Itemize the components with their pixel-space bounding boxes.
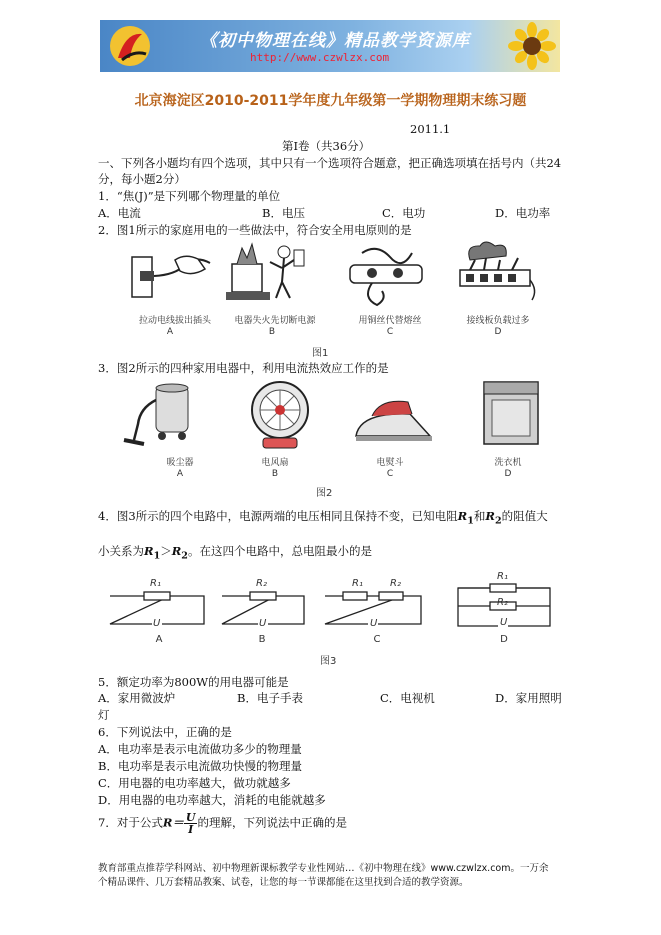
footer-line-2: 个精品课件、几万套精品教案、试卷，让您的每一节课都能在这里找到合适的教学资源。 xyxy=(98,877,469,888)
question-7-stem xyxy=(98,812,347,835)
instructions-line-2: 分，每小题2分） xyxy=(98,172,186,186)
figure-3-label: 图3 xyxy=(320,656,337,667)
circuit-letter-d[interactable]: D xyxy=(500,634,508,645)
figure-1-caption-a: 拉动电线拔出插头 xyxy=(138,316,211,326)
r2-subscript: 2 xyxy=(494,515,502,527)
q7-formula-lhs: R＝ xyxy=(162,815,184,830)
figure-1-letter-d[interactable]: D xyxy=(494,327,502,337)
q1-option-a[interactable]: A．电流 xyxy=(98,206,141,220)
figure-2-image-a xyxy=(120,380,210,452)
r2-symbol: R xyxy=(485,509,495,523)
figure-2-label: 图2 xyxy=(316,488,333,499)
figure-2-image-d xyxy=(478,378,548,450)
q1-option-d[interactable]: D．电功率 xyxy=(495,206,551,220)
figure-1-image-d xyxy=(450,240,540,305)
question-2-stem: 2．图1所示的家庭用电的一些做法中，符合安全用电原则的是 xyxy=(98,223,412,237)
q5-option-d-wrap: 灯 xyxy=(98,708,110,722)
q5-option-b[interactable]: B．电子手表 xyxy=(237,691,303,705)
q1-option-b[interactable]: B．电压 xyxy=(262,206,305,220)
circuit-a-u-label: U xyxy=(153,618,161,629)
question-4-stem-line-2 xyxy=(98,543,372,561)
r1-subscript-2: 1 xyxy=(153,550,161,562)
q4-stem-a: 4．图3所示的四个电路中，电源两端的电压相同且保持不变，已知电阻 xyxy=(98,509,458,523)
r2-symbol-2: R xyxy=(171,544,182,558)
q4-stem2-b: 。在这四个电路中，总电阻最小的是 xyxy=(187,544,372,558)
circuit-c-u-label: U xyxy=(370,618,378,629)
circuit-letter-c[interactable]: C xyxy=(373,634,381,645)
figure-1-letter-b[interactable]: B xyxy=(268,327,276,337)
figure-2-letter-d[interactable]: D xyxy=(504,469,512,479)
banner-title: 《初中物理在线》精品教学资源库 xyxy=(200,31,470,51)
circuit-c-r2-label: R₂ xyxy=(390,578,401,589)
figure-2-caption-b: 电风扇 xyxy=(261,458,289,468)
figure-2-caption-c: 电熨斗 xyxy=(376,458,404,468)
q6-option-d[interactable]: D．用电器的电功率越大，消耗的电能就越多 xyxy=(98,793,326,807)
r1-subscript: 1 xyxy=(467,515,474,527)
figure-1-letter-c[interactable]: C xyxy=(386,327,394,337)
page-title: 北京海淀区2010-2011学年度九年级第一学期物理期末练习题 xyxy=(134,93,527,109)
q4-and: 和 xyxy=(473,509,486,523)
question-6-stem: 6．下列说法中，正确的是 xyxy=(98,725,232,739)
figure-2-letter-c[interactable]: C xyxy=(386,469,394,479)
figure-2-caption-d: 洗衣机 xyxy=(494,458,522,468)
q5-option-c[interactable]: C．电视机 xyxy=(380,691,435,705)
question-3-stem: 3．图2所示的四种家用电器中，利用电流热效应工作的是 xyxy=(98,361,389,375)
figure-1-image-c xyxy=(342,243,432,308)
circuit-b-u-label: U xyxy=(259,618,267,629)
sunflower-icon xyxy=(510,24,554,68)
circuit-letter-b[interactable]: B xyxy=(258,634,266,645)
question-4-stem-line-1 xyxy=(98,508,548,526)
circuit-letter-a[interactable]: A xyxy=(155,634,163,645)
circuit-d-r1-label: R₁ xyxy=(497,571,508,582)
header-banner xyxy=(100,20,560,72)
q1-option-c[interactable]: C．电功 xyxy=(382,206,426,220)
figure-1-image-a xyxy=(130,245,220,310)
figure-2-letter-a[interactable]: A xyxy=(176,469,184,479)
q7-fraction xyxy=(184,812,198,835)
greater-than-sign: ＞ xyxy=(160,544,172,558)
q5-option-d[interactable]: D．家用照明 xyxy=(495,691,562,705)
circuit-c-r1-label: R₁ xyxy=(352,578,363,589)
instructions-line-1: 一、下列各小题均有四个选项，其中只有一个选项符合题意，把正确选项填在括号内（共24 xyxy=(98,156,562,170)
figure-1-caption-d: 接线板负载过多 xyxy=(466,316,530,326)
figure-1-caption-c: 用铜丝代替熔丝 xyxy=(358,316,422,326)
q4-stem2-a: 小关系为 xyxy=(98,544,144,558)
question-1-stem: 1．“焦(J)”是下列哪个物理量的单位 xyxy=(98,189,281,203)
q4-stem-b: 的阻值大 xyxy=(501,509,548,523)
figure-2-image-b xyxy=(245,378,315,453)
footer-line-1: 教育部重点推荐学科网站、初中物理新课标教学专业性网站…《初中物理在线》www.czwlzx.com。一万余 xyxy=(98,863,549,874)
figure-1-letter-a[interactable]: A xyxy=(166,327,174,337)
section-heading: 第Ⅰ卷（共36分） xyxy=(282,139,371,153)
figure-2-image-c xyxy=(350,392,440,452)
r1-symbol: R xyxy=(457,509,468,523)
figure-1-caption-b: 电器失火先切断电源 xyxy=(234,316,316,326)
question-5-stem: 5．额定功率为800W的用电器可能是 xyxy=(98,675,289,689)
circuit-b-r2-label: R₂ xyxy=(256,578,267,589)
circuit-d-r2-label: R₂ xyxy=(497,597,508,608)
q7-stem-b: 的理解，下列说法中正确的是 xyxy=(197,815,347,830)
circuit-d-u-label: U xyxy=(500,617,508,628)
q7-denominator: I xyxy=(188,823,194,836)
q6-option-c[interactable]: C．用电器的电功率越大，做功就越多 xyxy=(98,776,291,790)
site-logo-icon xyxy=(108,24,152,68)
banner-url[interactable]: http://www.czwlzx.com xyxy=(250,51,390,64)
q5-option-a[interactable]: A．家用微波炉 xyxy=(98,691,176,705)
q7-stem-a: 7．对于公式 xyxy=(98,815,163,830)
q7-numerator: U xyxy=(185,811,196,824)
q6-option-b[interactable]: B．电功率是表示电流做功快慢的物理量 xyxy=(98,759,302,773)
q6-option-a[interactable]: A．电功率是表示电流做功多少的物理量 xyxy=(98,742,302,756)
figure-1-image-b xyxy=(222,240,312,305)
circuit-a-r1-label: R₁ xyxy=(150,578,161,589)
r2-subscript-2: 2 xyxy=(181,550,188,562)
figure-1-label: 图1 xyxy=(312,348,329,359)
exam-date: 2011.1 xyxy=(410,122,451,136)
r1-symbol-2: R xyxy=(144,544,154,558)
figure-2-caption-a: 吸尘器 xyxy=(166,458,194,468)
figure-2-letter-b[interactable]: B xyxy=(271,469,279,479)
